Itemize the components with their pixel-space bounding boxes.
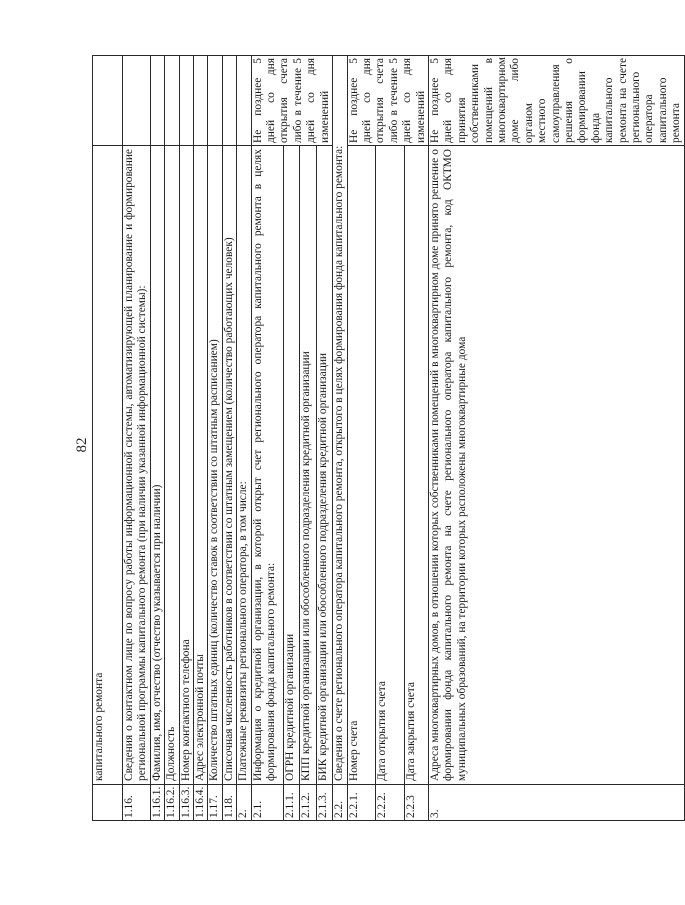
table-row bbox=[376, 56, 405, 821]
row-number: 2.2.2. bbox=[376, 785, 405, 821]
row-deadline bbox=[93, 56, 123, 146]
row-number: 2.1. bbox=[251, 785, 283, 821]
row-number: 1.16.4. bbox=[194, 785, 208, 821]
page-number: 82 bbox=[74, 437, 90, 453]
row-description: Количество штатных единиц (количество ставок в соответствии со штатным расписанием) bbox=[208, 146, 222, 785]
row-deadline bbox=[123, 56, 151, 146]
row-deadline bbox=[150, 56, 164, 146]
row-description: Дата закрытия счета bbox=[404, 146, 428, 785]
row-description: капитального ремонта bbox=[93, 146, 123, 785]
row-deadline: Не позднее 5 дней со дня принятия собственниками помещений в многоквартирном доме либо органом местного самоуправления решения о формировании фонда капитального ремонта на счете регионального оператора капитального ремонта bbox=[428, 56, 684, 146]
table-row bbox=[283, 56, 300, 821]
table-row bbox=[194, 56, 208, 821]
row-number: 1.17. bbox=[208, 785, 222, 821]
row-number: 1.16.2. bbox=[165, 785, 179, 821]
row-deadline: Не позднее 5 дней со дня открытия счета либо в течение 5 дней со дня изменений bbox=[251, 56, 332, 146]
table-row bbox=[316, 56, 333, 821]
row-deadline bbox=[165, 56, 179, 146]
row-deadline bbox=[222, 56, 236, 146]
table-row bbox=[165, 56, 179, 821]
row-description: ОГРН кредитной организации bbox=[283, 146, 300, 785]
table-row bbox=[333, 56, 347, 821]
row-number: 2.2.1. bbox=[347, 785, 376, 821]
row-number: 1.16.3. bbox=[179, 785, 193, 821]
row-number: 1.18. bbox=[222, 785, 236, 821]
row-number: 2.2. bbox=[333, 785, 347, 821]
row-number: 1.16.1. bbox=[150, 785, 164, 821]
row-description: Адреса многоквартирных домов, в отношении которых собственниками помещений в многоквартирном доме принято решение о формировании фонда капитального ремонта на счете регионального оператора капитального ремонта, код ОКТМО муниципальных образований, на территории которых расположены многоквартирные дома bbox=[428, 146, 684, 785]
row-description: Дата открытия счета bbox=[376, 146, 405, 785]
table-row bbox=[93, 56, 123, 821]
row-number: 2. bbox=[237, 785, 251, 821]
row-number: 2.2.3 bbox=[404, 785, 428, 821]
row-description: Номер счета bbox=[347, 146, 376, 785]
row-description: Платежные реквизиты регионального оператора, в том числе: bbox=[237, 146, 251, 785]
row-number: 2.1.3. bbox=[316, 785, 333, 821]
row-description: КПП кредитной организации или обособленного подразделения кредитной организации bbox=[300, 146, 317, 785]
row-deadline bbox=[237, 56, 251, 146]
row-number: 3. bbox=[428, 785, 684, 821]
table-row bbox=[150, 56, 164, 821]
row-description: Сведения о контактном лице по вопросу работы информационной системы, автоматизирующей планирование и формирование региональной программы капитального ремонта (при наличии указанной информационной системы): bbox=[123, 146, 151, 785]
row-description: Фамилия, имя, отчество (отчество указывается при наличии) bbox=[150, 146, 164, 785]
row-description: Номер контактного телефона bbox=[179, 146, 193, 785]
table-row bbox=[300, 56, 317, 821]
table-row bbox=[237, 56, 251, 821]
table-row bbox=[347, 56, 376, 821]
row-description: Адрес электронной почты bbox=[194, 146, 208, 785]
table-row bbox=[179, 56, 193, 821]
row-description: Сведения о счете регионального оператора капитального ремонта, открытого в целях формирования фонда капитального ремонта: bbox=[333, 56, 347, 785]
row-description: Должность bbox=[165, 146, 179, 785]
table-row bbox=[404, 56, 428, 821]
row-number: 2.1.1. bbox=[283, 785, 300, 821]
row-description: Списочная численность работников в соответствии со штатным замещением (количество работающих человек) bbox=[222, 146, 236, 785]
rotated-document-page bbox=[70, 55, 683, 835]
row-description: БИК кредитной организации или обособленного подразделения кредитной организации bbox=[316, 146, 333, 785]
row-number bbox=[93, 785, 123, 821]
row-deadline bbox=[179, 56, 193, 146]
table-row bbox=[123, 56, 151, 821]
requirements-table bbox=[92, 55, 685, 821]
table-row bbox=[251, 56, 283, 821]
row-deadline: Не позднее 5 дней со дня открытия счета либо в течение 5 дней со дня изменений bbox=[347, 56, 428, 146]
row-deadline bbox=[208, 56, 222, 146]
row-number: 1.16. bbox=[123, 785, 151, 821]
table-row bbox=[208, 56, 222, 821]
table-row bbox=[428, 56, 684, 821]
row-number: 2.1.2. bbox=[300, 785, 317, 821]
table-row bbox=[222, 56, 236, 821]
row-deadline bbox=[194, 56, 208, 146]
row-description: Информация о кредитной организации, в которой открыт счет регионального оператора капитального ремонта в целях формирования фонда капитального ремонта: bbox=[251, 146, 283, 785]
